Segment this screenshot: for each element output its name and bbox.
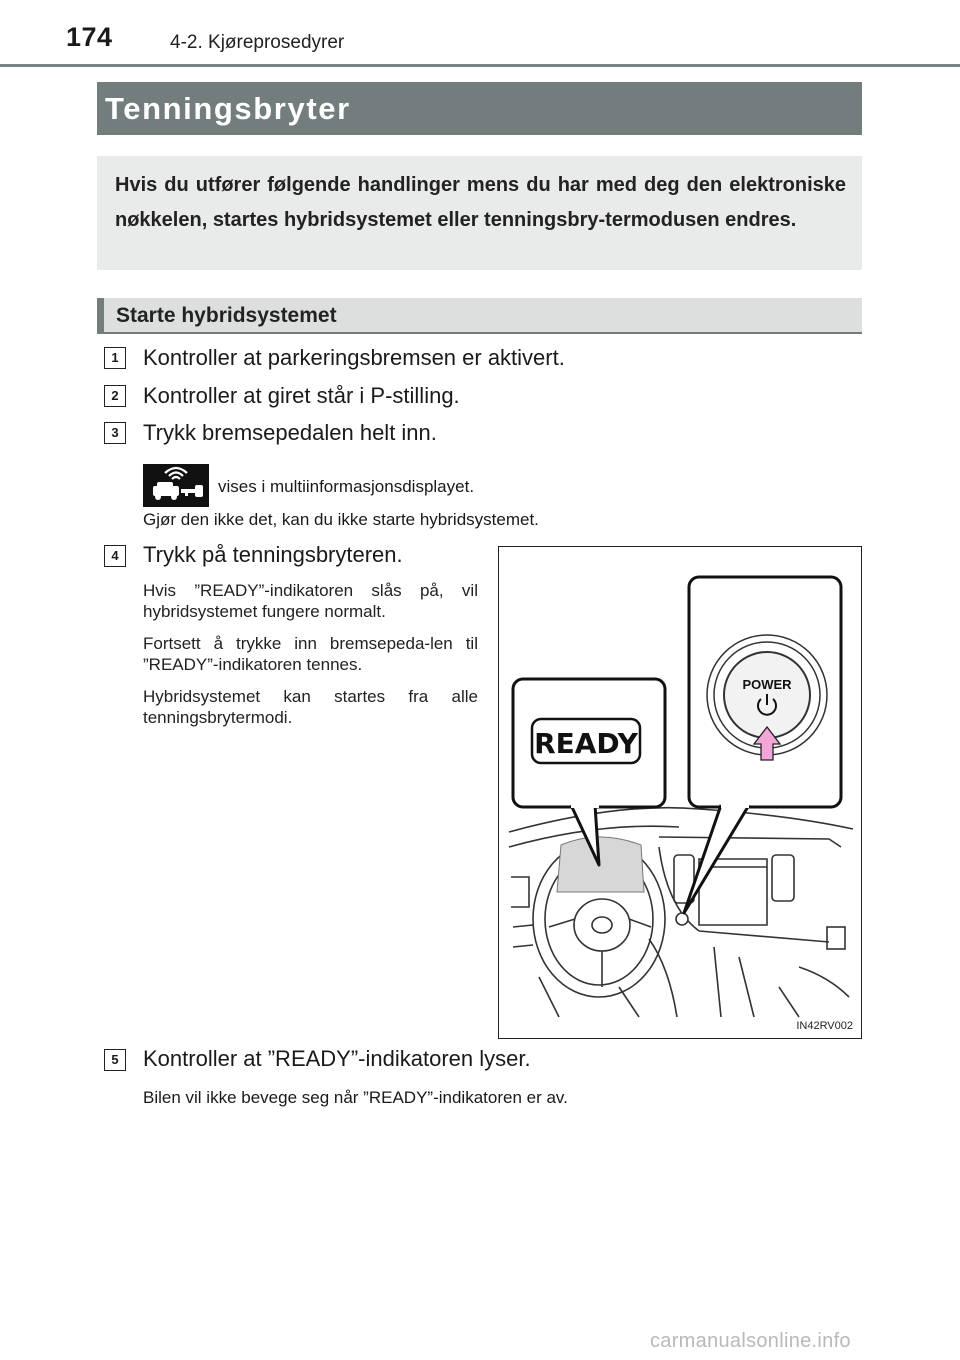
step-number-badge: 5 xyxy=(104,1049,126,1071)
subheading: Starte hybridsystemet xyxy=(97,298,862,334)
step-note: Bilen vil ikke bevege seg når ”READY”-indikatoren er av. xyxy=(143,1088,568,1107)
step-paragraph: Hybridsystemet kan startes fra alle tenningsbrytermodi. xyxy=(143,687,478,727)
step-text: Kontroller at ”READY”-indikatoren lyser. xyxy=(143,1046,531,1071)
figure-code: IN42RV002 xyxy=(796,1020,853,1032)
key-wireless-icon xyxy=(143,464,209,507)
step-paragraph: Fortsett å trykke inn bremsepeda-len til ”READY”-indikatoren tennes. xyxy=(143,634,478,674)
step-details xyxy=(143,580,478,739)
step-paragraph: Hvis ”READY”-indikatoren slås på, vil hybridsystemet fungere normalt. xyxy=(143,581,478,621)
page-number: 174 xyxy=(66,22,113,52)
step-text: Trykk på tenningsbryteren. xyxy=(143,542,403,567)
step-text: Kontroller at giret står i P-stilling. xyxy=(143,383,460,408)
page-title: Tenningsbryter xyxy=(97,82,862,135)
watermark: carmanualsonline.info xyxy=(650,1330,851,1352)
section-label: 4-2. Kjøreprosedyrer xyxy=(170,32,345,53)
intro-text: Hvis du utfører følgende handlinger mens du har med deg den elektroniske nøkkelen, startes hybridsystemet eller tenningsbry-termodusen endres. xyxy=(115,174,846,231)
icon-note: vises i multiinformasjonsdisplayet. xyxy=(218,477,475,496)
step-number-badge: 3 xyxy=(104,422,126,444)
header-divider xyxy=(0,64,960,67)
dashboard-illustration xyxy=(498,546,862,1039)
step-text: Trykk bremsepedalen helt inn. xyxy=(143,420,437,445)
intro-box xyxy=(97,156,862,270)
step-note: Gjør den ikke det, kan du ikke starte hybridsystemet. xyxy=(143,510,539,529)
step-number-badge: 1 xyxy=(104,347,126,369)
power-button-label: POWER xyxy=(742,677,792,692)
ready-indicator-label: READY xyxy=(534,727,638,760)
step-number-badge: 2 xyxy=(104,385,126,407)
dashboard-drawing xyxy=(499,547,862,1039)
step-text: Kontroller at parkeringsbremsen er aktivert. xyxy=(143,345,565,370)
step-number-badge: 4 xyxy=(104,545,126,567)
